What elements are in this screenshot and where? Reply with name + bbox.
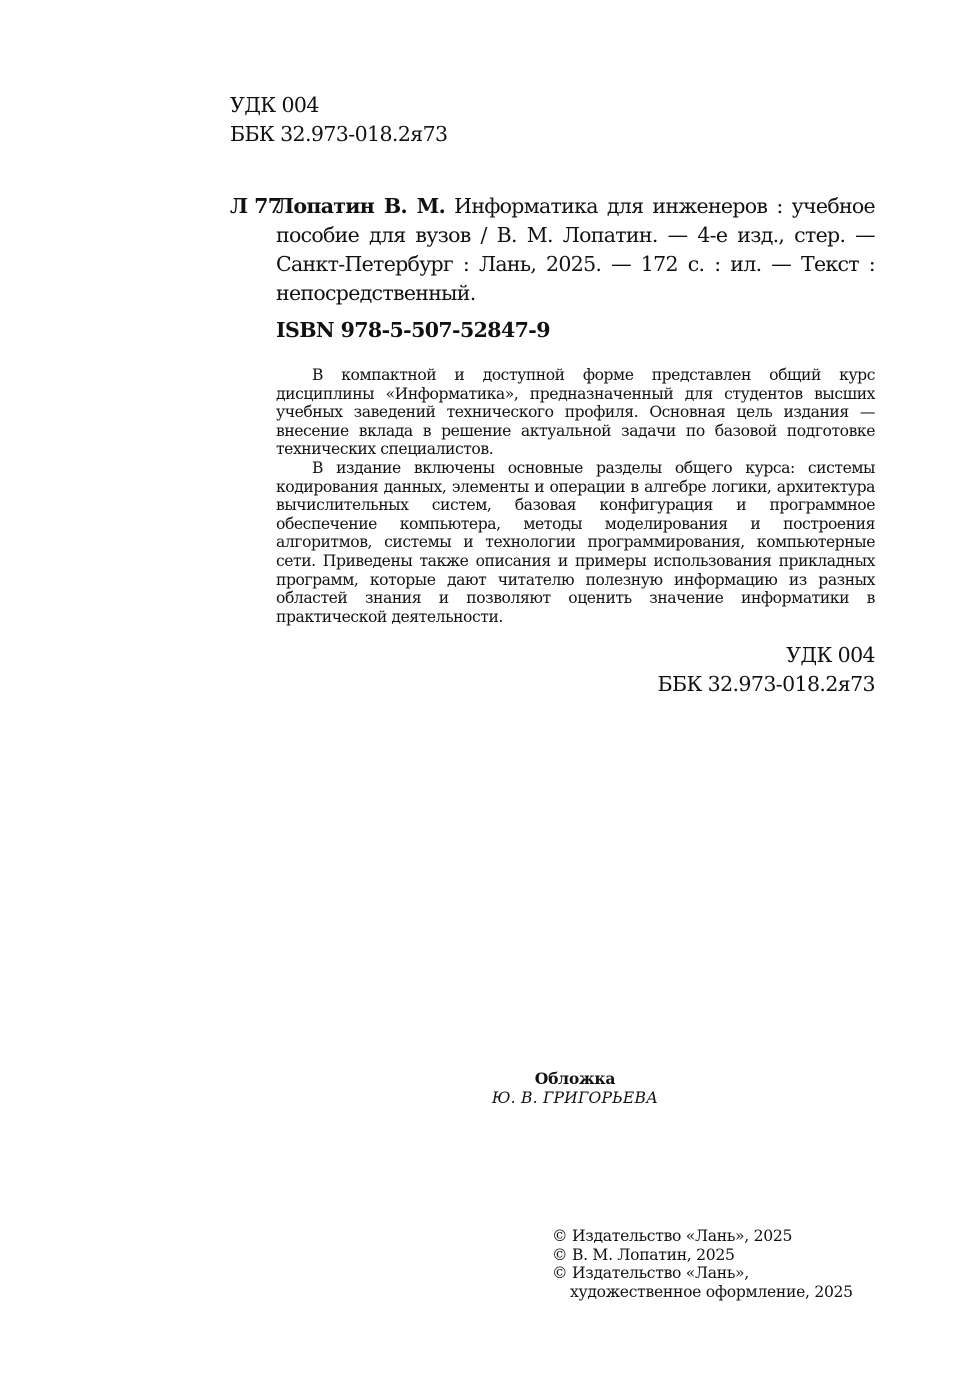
copyright-publisher: © Издательство «Лань», 2025 (552, 1227, 793, 1245)
annotation-paragraph: В издание включены основные разделы общего курса: системы кодирования данных, элементы и операции в алгебре логики, архитектура вычислительных систем, базовая конфигурация и программное обеспечение компьютера, методы моделирования и построения алгоритмов, системы и технологии программирования, компьютерные сети. Приведены также описания и примеры использования прикладных программ, которые дают читателю полезную информацию из разных областей знания и позволяют оценить значение информатики в практической деятельности. (276, 458, 875, 626)
udk-code-bottom: УДК 004 (786, 643, 875, 667)
copyright-design-continued: художественное оформление, 2025 (570, 1282, 853, 1301)
annotation (276, 366, 875, 626)
copyright-design: © Издательство «Лань», (552, 1264, 749, 1282)
cover-label: Обложка (534, 1069, 616, 1088)
bibliographic-description (276, 192, 875, 308)
classification-block-top (230, 91, 447, 149)
description-text: Информатика для инженеров : учебное пособие для вузов / В. М. Лопатин. — 4-е изд., стер. — Санкт-Петербург : Лань, 2025. — 172 с. : ил. — Текст : непосредственный. (276, 194, 875, 305)
udk-code: УДК 004 (230, 93, 319, 117)
copyright-author: © В. М. Лопатин, 2025 (552, 1245, 735, 1264)
author-mark: Л 77 (230, 194, 282, 218)
copyright-block (552, 1227, 853, 1301)
isbn: ISBN 978-5-507-52847-9 (276, 318, 550, 342)
cover-designer: Ю. В. ГРИГОРЬЕВА (491, 1088, 659, 1107)
classification-block-bottom (658, 641, 875, 699)
bbk-code: ББК 32.973-018.2я73 (230, 122, 448, 146)
cover-credit (440, 1070, 710, 1107)
catalog-entry (230, 192, 875, 308)
author-name: Лопатин В. М. (276, 194, 446, 218)
annotation-paragraph: В компактной и доступной форме представлен общий курс дисциплины «Информатика», предназначенный для студентов высших учебных заведений технического профиля. Основная цель издания — внесение вклада в решение актуальной задачи по базовой подготовке технических специалистов. (276, 366, 875, 459)
bbk-code-bottom: ББК 32.973-018.2я73 (657, 672, 875, 696)
